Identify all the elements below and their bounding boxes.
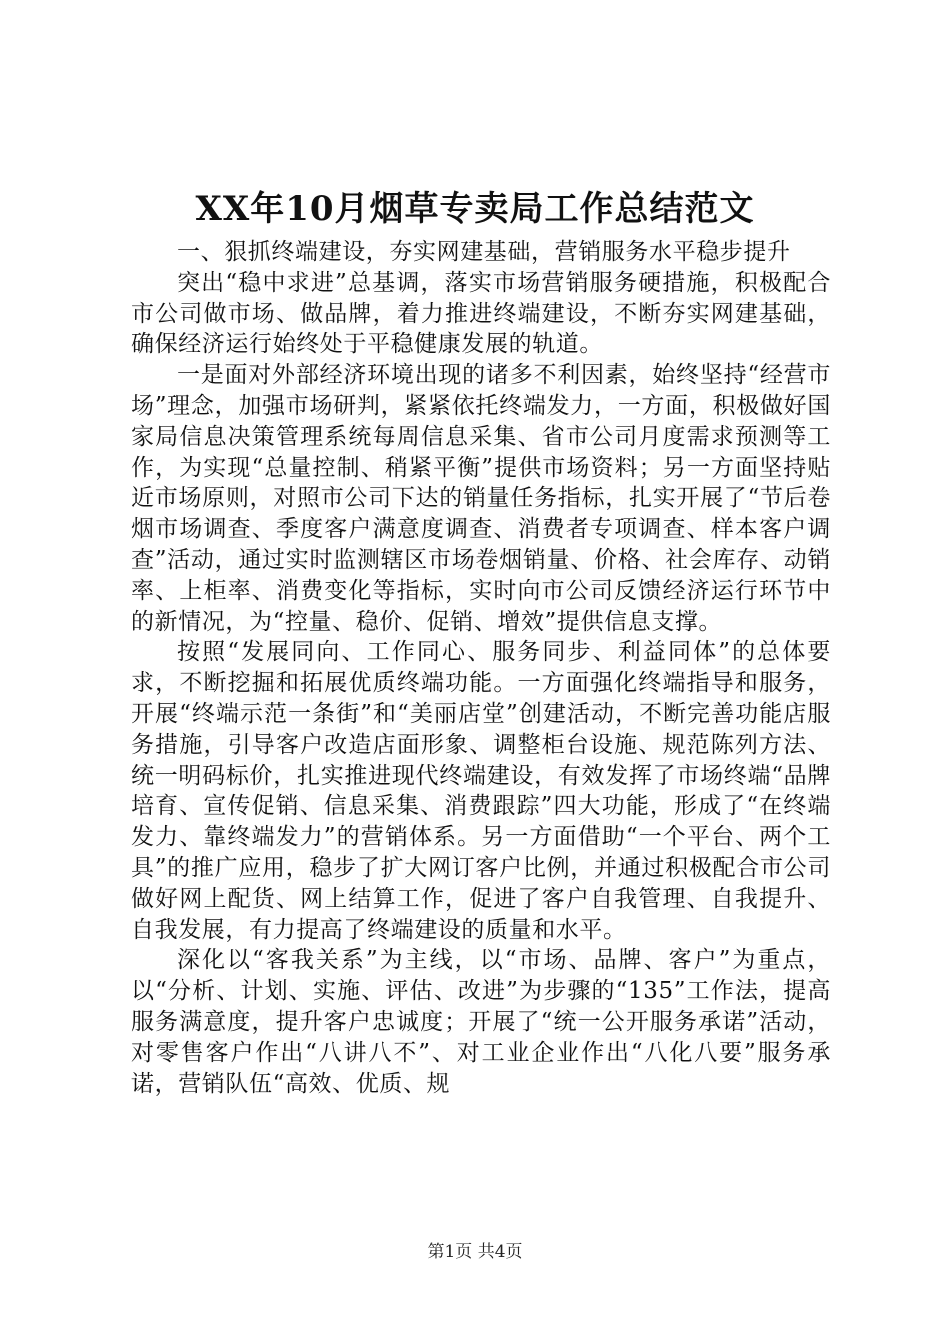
page-number-footer: 第1页 共4页 bbox=[427, 1242, 523, 1262]
document-title: XX年10月烟草专卖局工作总结范文 bbox=[195, 189, 755, 229]
paragraph: 按照“发展同向、工作同心、服务同步、利益同体”的总体要求，不断挖掘和拓展优质终端功能。一方面强化终端指导和服务，开展“终端示范一条街”和“美丽店堂”创建活动，不断完善功能店服务措施，引导客户改造店面形象、调整柜台设施、规范陈列方法、统一明码标价，扎实推进现代终端建设，有效发挥了市场终端“品牌培育、宣传促销、信息采集、消费跟踪”四大功能，形成了“在终端发力、靠终端发力”的营销体系。另一方面借助“一个平台、两个工具”的推广应用，稳步了扩大网订客户比例，并通过积极配合市公司做好网上配货、网上结算工作，促进了客户自我管理、自我提升、自我发展，有力提高了终端建设的质量和水平。 bbox=[131, 639, 831, 943]
paragraph: 一是面对外部经济环境出现的诸多不利因素，始终坚持“经营市场”理念，加强市场研判，紧紧依托终端发力，一方面，积极做好国家局信息决策管理系统每周信息采集、省市公司月度需求预测等工作，为实现“总量控制、稍紧平衡”提供市场资料；另一方面坚持贴近市场原则，对照市公司下达的销量任务指标，扎实开展了“节后卷烟市场调查、季度客户满意度调查、消费者专项调查、样本客户调查”活动，通过实时监测辖区市场卷烟销量、价格、社会库存、动销率、上柜率、消费变化等指标，实时向市公司反馈经济运行环节中的新情况，为“控量、稳价、促销、增效”提供信息支撑。 bbox=[131, 362, 831, 635]
section-heading: 一、狠抓终端建设，夯实网建基础，营销服务水平稳步提升 bbox=[177, 239, 791, 265]
paragraph: 突出“稳中求进”总基调，落实市场营销服务硬措施，积极配合市公司做市场、做品牌，着力推进终端建设，不断夯实网建基础，确保经济运行始终处于平稳健康发展的轨道。 bbox=[131, 269, 831, 358]
paragraph: 深化以“客我关系”为主线，以“市场、品牌、客户”为重点，以“分析、计划、实施、评估、改进”为步骤的“135”工作法，提高服务满意度，提升客户忠诚度；开展了“统一公开服务承诺”活动，对零售客户作出“八讲八不”、对工业企业作出“八化八要”服务承诺，营销队伍“高效、优质、规 bbox=[131, 947, 831, 1097]
document-body bbox=[131, 237, 831, 1099]
